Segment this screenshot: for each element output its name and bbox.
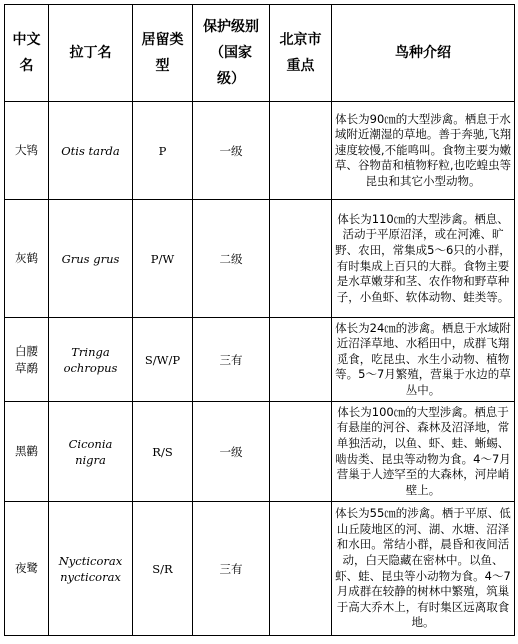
cell-beijing-key [270,402,332,502]
table-row [5,318,515,402]
cell-residence-type: S/R [133,502,193,636]
cell-beijing-key [270,102,332,200]
cell-protection-level: 一级 [193,402,270,502]
cell-description: 体长为55㎝的涉禽。栖于平原、低山丘陵地区的河、湖、水塘、沼泽和水田。常结小群，晨昏和夜间活动，白天隐藏在密林中。以鱼、虾、蛙、昆虫等小动物为食。4～7月成群在较静的树林中繁殖，筑巢于高大乔木上，有时集区远离取食地。 [332,502,515,636]
cell-chinese-name: 黑鹳 [5,402,49,502]
cell-protection-level: 一级 [193,102,270,200]
cell-chinese-name: 白腰 草鹬 [5,318,49,402]
cell-description: 体长为90㎝的大型涉禽。栖息于水域附近潮湿的草地。善于奔驰,飞翔速度较慢,不能鸣叫。食物主要为嫩草、谷物苗和植物籽粒,也吃蝗虫等昆虫和其它小型动物。 [332,102,515,200]
bird-species-table [4,4,515,636]
cell-latin-name: Otis tarda [49,102,133,200]
cell-residence-type: S/W/P [133,318,193,402]
table-row [5,102,515,200]
header-national-protection: 保护级别 （国家 级） [193,5,270,102]
cell-chinese-name: 大鸨 [5,102,49,200]
cell-beijing-key [270,318,332,402]
cell-beijing-key [270,200,332,318]
header-latin-name: 拉丁名 [49,5,133,102]
cell-beijing-key [270,502,332,636]
cell-protection-level: 二级 [193,200,270,318]
header-beijing-key: 北京市 重点 [270,5,332,102]
cell-residence-type: P [133,102,193,200]
cell-latin-name: Tringa ochropus [49,318,133,402]
cell-chinese-name: 夜鹭 [5,502,49,636]
cell-chinese-name: 灰鹤 [5,200,49,318]
cell-latin-name: Nycticorax nycticorax [49,502,133,636]
cell-description: 体长为100㎝的大型涉禽。栖息于有悬崖的河谷、森林及沼泽地，常单独活动，以鱼、虾、蛙、蜥蜴、啮齿类、昆虫等动物为食。4～7月营巢于人迹罕至的大森林，河岸峭壁上。 [332,402,515,502]
cell-protection-level: 三有 [193,502,270,636]
table-row [5,502,515,636]
table-header-row [5,5,515,102]
header-residence-type: 居留类 型 [133,5,193,102]
header-species-intro: 鸟种介绍 [332,5,515,102]
cell-latin-name: Grus grus [49,200,133,318]
cell-description: 体长为110㎝的大型涉禽。栖息、活动于平原沼泽，或在河滩、旷野、农田，常集成5～6只的小群，有时集成上百只的大群。食物主要是水草嫩芽和茎、农作物和野草种子，小鱼虾、软体动物、蛙类等。 [332,200,515,318]
table-row [5,200,515,318]
cell-residence-type: P/W [133,200,193,318]
table-row [5,402,515,502]
header-chinese-name: 中文 名 [5,5,49,102]
cell-residence-type: R/S [133,402,193,502]
cell-protection-level: 三有 [193,318,270,402]
cell-description: 体长为24㎝的涉禽。栖息于水域附近沼泽草地、水稻田中，成群飞翔觅食，吃昆虫、水生小动物、植物等。5～7月繁殖，营巢于水边的草丛中。 [332,318,515,402]
cell-latin-name: Ciconia nigra [49,402,133,502]
